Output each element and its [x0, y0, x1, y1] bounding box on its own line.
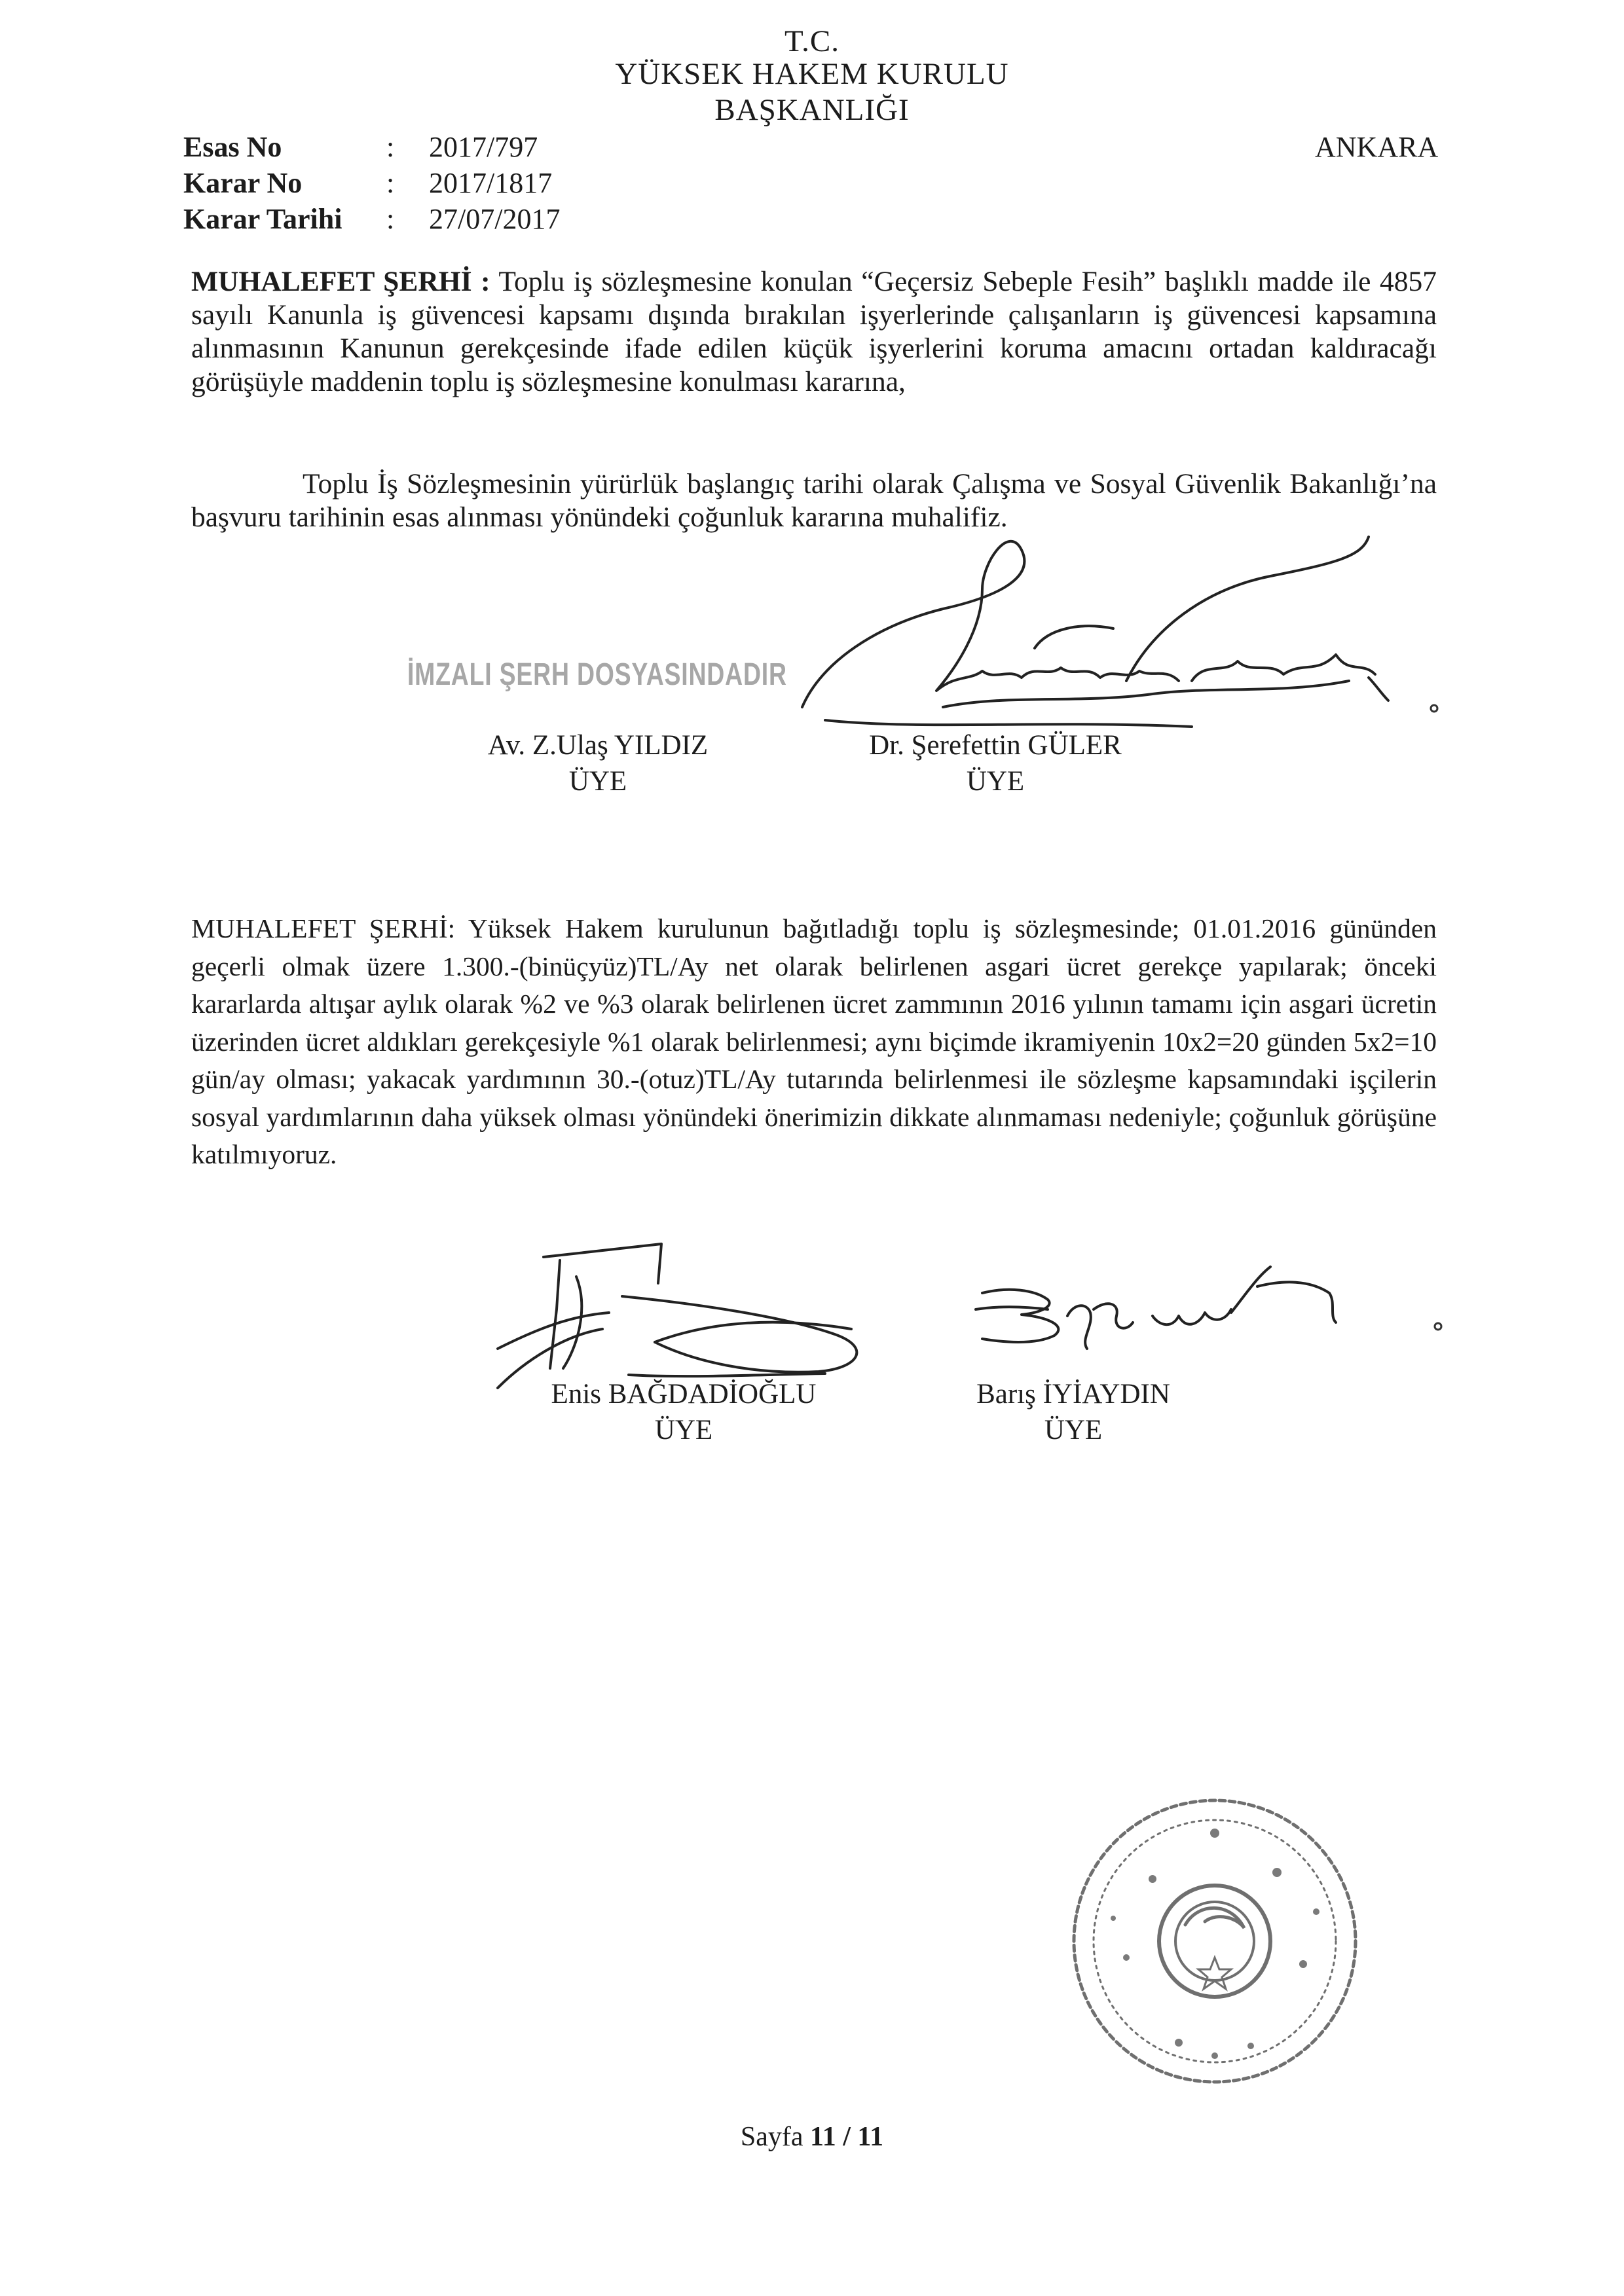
- header-institution: YÜKSEK HAKEM KURULU: [615, 57, 1009, 91]
- signatory-role: ÜYE: [966, 766, 1025, 797]
- meta-colon: :: [386, 203, 395, 235]
- signatory-role: ÜYE: [568, 766, 627, 797]
- dissent-text: Toplu iş sözleşmesine konulan “Geçersiz Sebeple Fesih” başlıklı madde ile 4857 sayılı Kanunla iş güvencesi kapsamı dışında bırakılan işyerlerinde çalışanların iş güvencesi kapsamına alınmasının Kanunun gerekçesinde ifade edilen küçük işyerlerini koruma amacını ortadan kaldıracağı görüşüyle maddenin toplu iş sözleşmesine konulması kararına,: [191, 266, 1437, 397]
- page-count: 11 / 11: [810, 2122, 884, 2152]
- signatory-name: Dr. Şerefettin GÜLER: [869, 730, 1122, 761]
- signatory-name: Enis BAĞDADİOĞLU: [551, 1379, 817, 1410]
- dissent-text-2: Toplu İş Sözleşmesinin yürürlük başlangıç tarihi olarak Çalışma ve Sosyal Güvenlik Bakanlığı’na başvuru tarihinin esas alınması yönündeki çoğunluk kararına muhalifiz.: [191, 468, 1437, 533]
- meta-value-karar: 2017/1817: [429, 167, 553, 199]
- signatory-name: Av. Z.Ulaş YILDIZ: [487, 730, 709, 761]
- meta-colon: :: [386, 131, 395, 163]
- signatory-role: ÜYE: [654, 1415, 713, 1446]
- page-number: [0, 2123, 1624, 2151]
- meta-label-tarih: Karar Tarihi: [183, 203, 342, 235]
- meta-label-esas: Esas No: [183, 131, 282, 163]
- meta-label-karar: Karar No: [183, 167, 303, 199]
- signatory-name: Barış İYİAYDIN: [976, 1379, 1170, 1410]
- header-tc: T.C.: [784, 24, 840, 58]
- meta-value-esas: 2017/797: [429, 131, 538, 163]
- header-presidency: BAŞKANLIĞI: [714, 93, 910, 127]
- signatory-role: ÜYE: [1044, 1415, 1103, 1446]
- dissent-heading: MUHALEFET ŞERHİ :: [191, 266, 490, 297]
- signed-dissent-stamp: İMZALI ŞERH DOSYASINDADIR: [407, 657, 787, 692]
- meta-colon: :: [386, 167, 395, 199]
- page-prefix: Sayfa: [740, 2122, 803, 2152]
- dissent-opinion-2: MUHALEFET ŞERHİ: Yüksek Hakem kurulunun bağıtladığı toplu iş sözleşmesinde; 01.01.2016 gününden geçerli olmak üzere 1.300.-(binüçyüz)TL/Ay net olarak belirlenen asgari ücret gerekçe yapılarak; önceki kararlarda altışar aylık olarak %2 ve %3 olarak belirlenen ücret zammının 2016 yılının tamamı için asgari ücretin üzerinden ücret aldıkları gerekçesiyle %1 olarak belirlenmesi; aynı biçimde ikramiyenin 10x2=20 günden 5x2=10 gün/ay olması; yakacak yardımının 30.-(otuz)TL/Ay tutarında belirlenmesi ile sözleşme kapsamındaki işçilerin sosyal yardımlarının daha yüksek olması yönündeki önerimizin dikkate alınmaması nedeniyle; çoğunluk görüşüne katılmıyoruz.: [191, 913, 1437, 1169]
- city: ANKARA: [1315, 131, 1439, 163]
- meta-value-tarih: 27/07/2017: [429, 203, 561, 235]
